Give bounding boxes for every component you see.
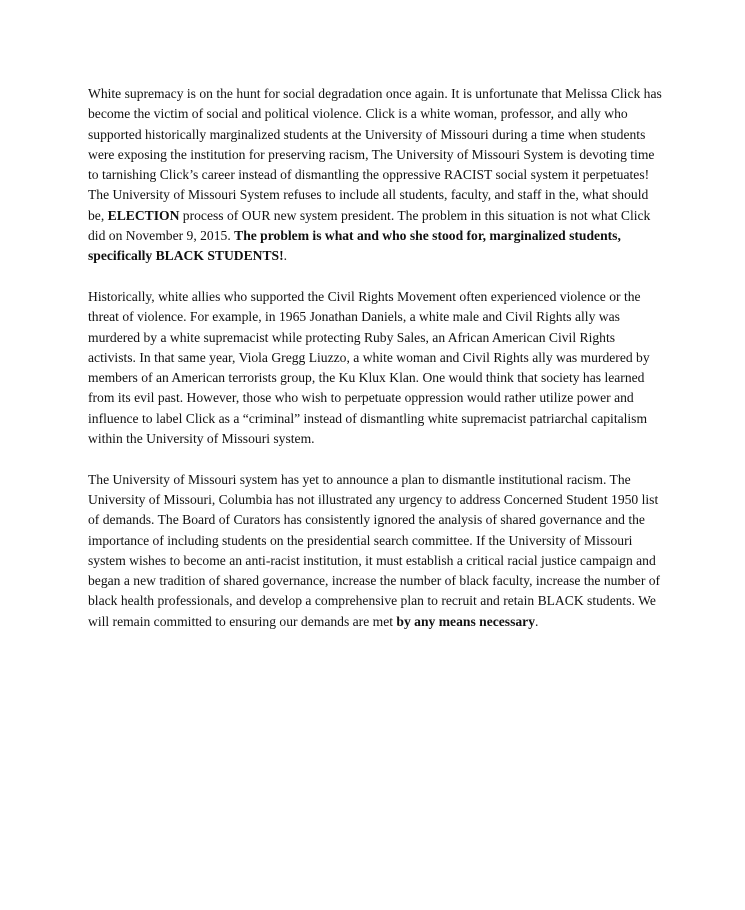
paragraph-3-period: . bbox=[535, 613, 539, 629]
paragraph-2-text: Historically, white allies who supported the Civil Rights Movement often experienced violence or the threat of violence. For example, in 1965 Jonathan Daniels, a white male and Civil Rights ally was murdered by a white supremacist while protecting Ruby Sales, an African American Civil Rights activists. In that same year, Viola Gregg Liuzzo, a white woman and Civil Rights ally was murdered by members of an American terrorists group, the Ku Klux Klan. One would think that society has learned from its evil past. However, those who wish to perpetuate oppression would rather utilize power and influence to label Click as a “criminal” instead of dismantling white supremacist patriarchal capitalism within the University of Missouri system. bbox=[88, 288, 650, 447]
paragraph-3-bold-closing: by any means necessary bbox=[396, 613, 536, 629]
paragraph-2 bbox=[88, 287, 662, 449]
document-body bbox=[88, 84, 662, 632]
paragraph-1-text-cont: process of OUR new system president. The problem in this situation is not what Click did on November 9, 2015. bbox=[88, 207, 651, 244]
paragraph-1-period: . bbox=[283, 248, 288, 264]
paragraph-3-text: The University of Missouri system has yet to announce a plan to dismantle institutional racism. The University of Missouri, Columbia has not illustrated any urgency to address Concerned Student 1950 list of demands. The Board of Curators has consistently ignored the analysis of shared governance and the importance of including students on the presidential search committee. If the University of Missouri system wishes to become an anti-racist institution, it must establish a critical racial justice campaign and began a new tradition of shared governance, increase the number of black faculty, increase the number of black health professionals, and develop a comprehensive plan to recruit and retain BLACK students. We will remain committed to ensuring our demands are met bbox=[88, 471, 661, 629]
paragraph-1-bold-conclusion: The problem is what and who she stood for, marginalized students, specifically BLACK STUDENTS! bbox=[88, 228, 621, 264]
paragraph-3 bbox=[88, 470, 662, 632]
paragraph-1-text: White supremacy is on the hunt for social degradation once again. It is unfortunate that Melissa Click has become the victim of social and political violence. Click is a white woman, professor, and ally who supported historically marginalized students at the University of Missouri during a time when students were exposing the institution for preserving racism, The University of Missouri System is devoting time to tarnishing Click’s career instead of dismantling the oppressive RACIST social system it perpetuates! The University of Missouri System refuses to include all students, faculty, and staff in the, what should be, bbox=[88, 86, 662, 223]
paragraph-1 bbox=[88, 84, 662, 267]
paragraph-1-bold-election: ELECTION bbox=[107, 207, 180, 223]
